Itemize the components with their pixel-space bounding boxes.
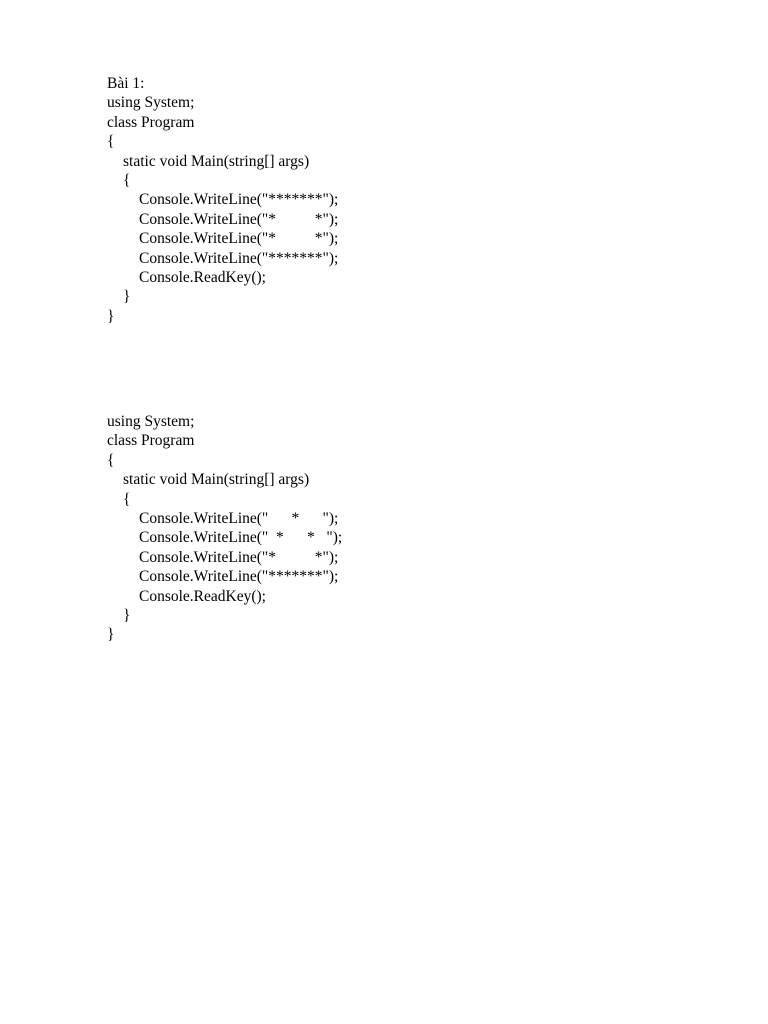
code-line: Console.WriteLine(" * "); bbox=[139, 509, 339, 527]
code-line: Console.ReadKey(); bbox=[139, 268, 266, 286]
code-line: { bbox=[107, 451, 115, 469]
code-block-2 bbox=[107, 412, 342, 645]
code-line: Console.WriteLine("* *"); bbox=[139, 210, 339, 228]
code-line: using System; bbox=[107, 94, 195, 112]
code-line: Console.WriteLine("*******"); bbox=[139, 191, 339, 209]
code-line: { bbox=[107, 133, 115, 151]
code-line: } bbox=[107, 307, 115, 325]
code-line: Console.WriteLine("*******"); bbox=[139, 568, 339, 586]
code-line: Console.WriteLine("* *"); bbox=[139, 230, 339, 248]
code-block-1 bbox=[107, 74, 338, 326]
code-line: class Program bbox=[107, 113, 195, 131]
code-line: Console.WriteLine("*******"); bbox=[139, 249, 339, 267]
code-line: } bbox=[107, 626, 115, 644]
code-line: Console.ReadKey(); bbox=[139, 587, 266, 605]
code-line: class Program bbox=[107, 432, 195, 450]
code-line: using System; bbox=[107, 413, 195, 430]
code-line: Bài 1: bbox=[107, 75, 145, 92]
code-line: } bbox=[123, 288, 131, 306]
code-line: static void Main(string[] args) bbox=[123, 152, 310, 170]
code-line: { bbox=[123, 490, 131, 508]
code-line: static void Main(string[] args) bbox=[123, 471, 310, 489]
code-line: Console.WriteLine(" * * "); bbox=[139, 529, 343, 547]
code-line: { bbox=[123, 171, 131, 189]
code-line: } bbox=[123, 606, 131, 624]
code-line: Console.WriteLine("* *"); bbox=[139, 548, 339, 566]
